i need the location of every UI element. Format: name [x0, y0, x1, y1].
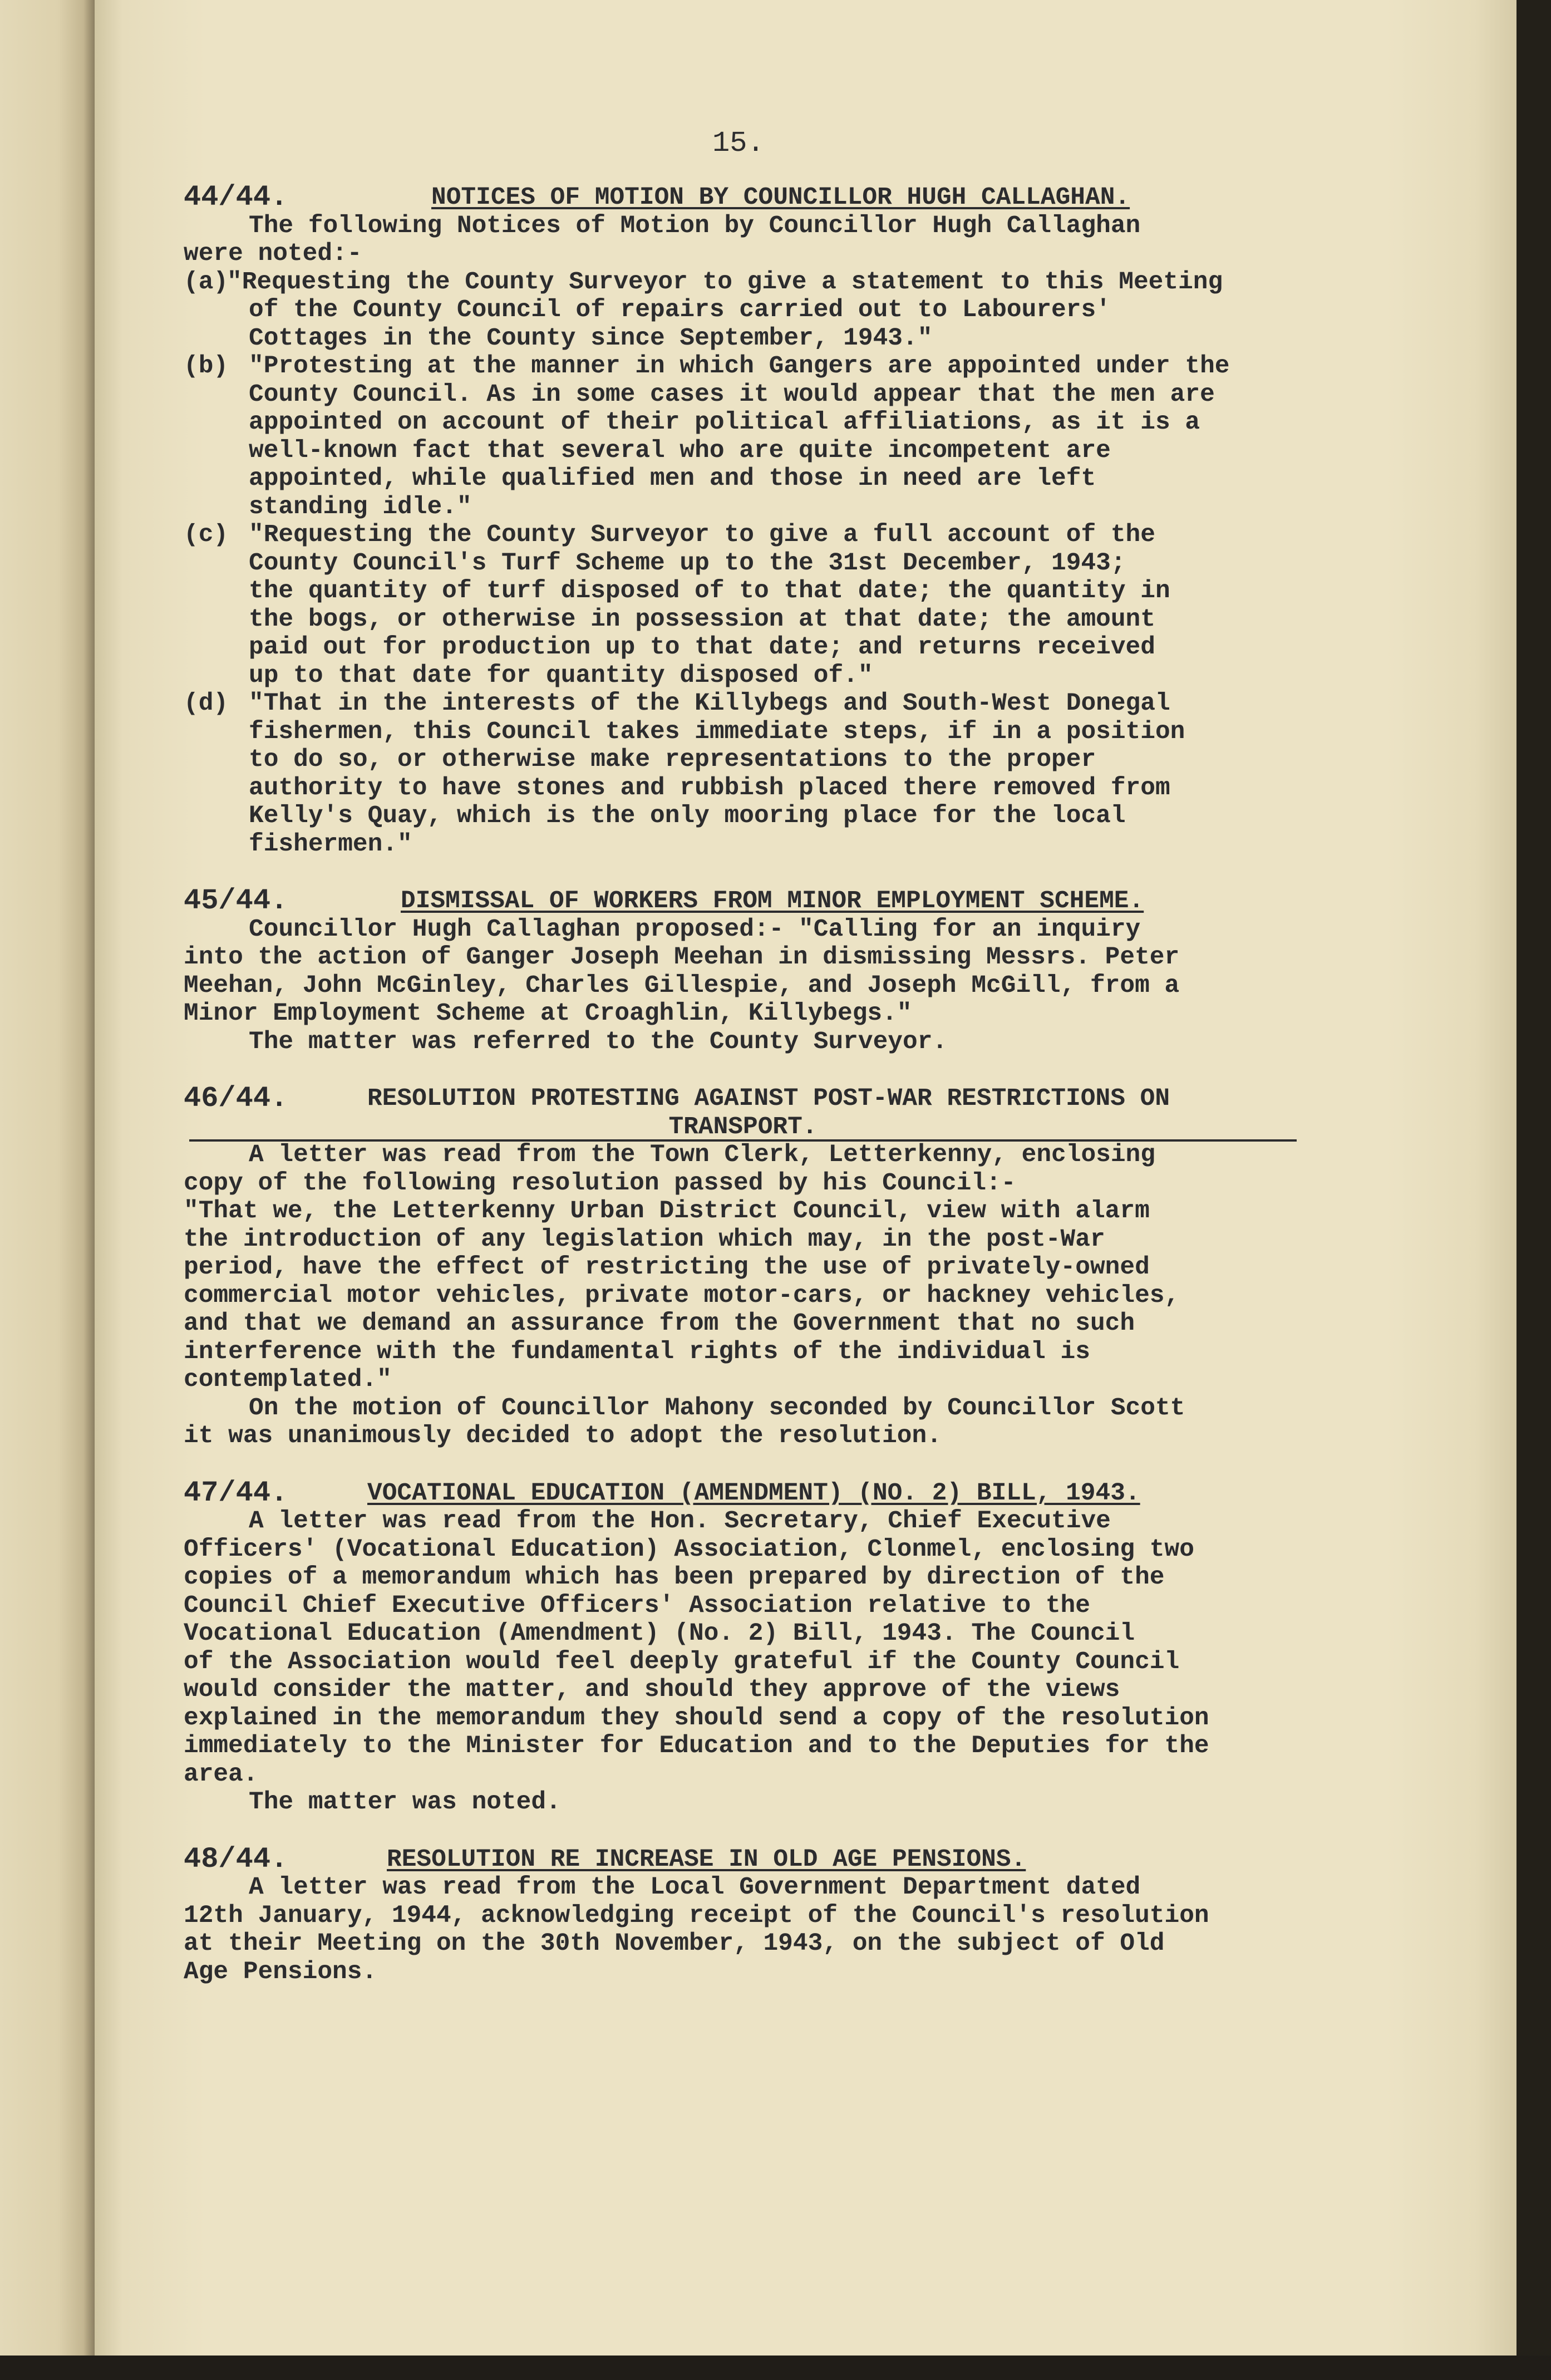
item-heading-46 — [184, 1082, 1363, 1115]
text-line: County Council. As in some cases it would appear that the men are — [249, 380, 1215, 409]
item-number: 46/44. — [184, 1082, 288, 1115]
item-title: DISMISSAL OF WORKERS FROM MINOR EMPLOYMENT SCHEME. — [401, 887, 1144, 915]
text-line: copy of the following resolution passed by his Council:- — [184, 1169, 1016, 1197]
text-line: copies of a memorandum which has been prepared by direction of the — [184, 1563, 1165, 1591]
motion-marker: (a) — [184, 268, 229, 296]
text-line: the bogs, or otherwise in possession at that date; the amount — [249, 605, 1155, 633]
motion-marker: (d) — [184, 690, 229, 717]
item-heading-46-line2 — [184, 1113, 1363, 1142]
item-heading-45 — [184, 884, 1363, 917]
item-heading-48 — [184, 1842, 1363, 1876]
text-line: Cottages in the County since September, 1943." — [249, 324, 933, 352]
text-line: "Requesting the County Surveyor to give a statement to this Meeting — [227, 268, 1223, 296]
item-number: 45/44. — [184, 884, 288, 917]
text-line: Vocational Education (Amendment) (No. 2) Bill, 1943. The Council — [184, 1620, 1135, 1648]
text-line: The matter was referred to the County Surveyor. — [249, 1027, 948, 1056]
text-line: commercial motor vehicles, private motor-cars, or hackney vehicles, — [184, 1281, 1180, 1310]
text-line: County Council's Turf Scheme up to the 31st December, 1943; — [249, 549, 1126, 577]
text-line: contemplated." — [184, 1366, 392, 1394]
item-title: NOTICES OF MOTION BY COUNCILLOR HUGH CALLAGHAN. — [431, 184, 1130, 212]
text-line: of the Association would feel deeply grateful if the County Council — [184, 1648, 1180, 1676]
bottom-scan-edge — [0, 2356, 1551, 2380]
text-line: appointed, while qualified men and those in need are left — [249, 465, 1096, 493]
text-line: it was unanimously decided to adopt the resolution. — [184, 1422, 942, 1450]
item-number: 48/44. — [184, 1842, 288, 1876]
text-line: On the motion of Councillor Mahony seconded by Councillor Scott — [249, 1394, 1185, 1422]
text-line: Kelly's Quay, which is the only mooring place for the local — [249, 802, 1126, 830]
motion-a — [184, 268, 1363, 353]
text-line: standing idle." — [249, 493, 472, 521]
motion-marker: (b) — [184, 352, 229, 380]
motion-d — [184, 690, 1363, 858]
item-title: VOCATIONAL EDUCATION (AMENDMENT) (NO. 2) BILL, 1943. — [367, 1479, 1140, 1507]
item-title: RESOLUTION PROTESTING AGAINST POST-WAR RESTRICTIONS ON — [367, 1085, 1170, 1113]
text-line: up to that date for quantity disposed of." — [249, 661, 873, 690]
item-title-continued — [184, 1113, 1297, 1142]
text-line: appointed on account of their political affiliations, as it is a — [249, 409, 1200, 436]
item-heading-47 — [184, 1476, 1363, 1509]
text-line: Meehan, John McGinley, Charles Gillespie, and Joseph McGill, from a — [184, 971, 1180, 1000]
text-line: The matter was noted. — [249, 1788, 561, 1816]
item-number: 44/44. — [184, 181, 288, 214]
text-line: were noted:- — [184, 240, 362, 268]
text-line: and that we demand an assurance from the Government that no such — [184, 1310, 1135, 1337]
text-line: into the action of Ganger Joseph Meehan in dismissing Messrs. Peter — [184, 943, 1180, 971]
text-line: at their Meeting on the 30th November, 1943, on the subject of Old — [184, 1930, 1165, 1958]
text-line: A letter was read from the Local Government Department dated — [249, 1873, 1141, 1901]
text-line: fishermen." — [249, 830, 412, 858]
text-line: the introduction of any legislation which may, in the post-War — [184, 1225, 1105, 1253]
text-line: interference with the fundamental rights of the individual is — [184, 1337, 1090, 1366]
text-line: Council Chief Executive Officers' Association relative to the — [184, 1591, 1090, 1620]
text-line: "That we, the Letterkenny Urban District Council, view with alarm — [184, 1197, 1150, 1225]
text-line: Councillor Hugh Callaghan proposed:- "Calling for an inquiry — [249, 915, 1141, 943]
text-line: A letter was read from the Town Clerk, Letterkenny, enclosing — [249, 1141, 1155, 1169]
item-title: RESOLUTION RE INCREASE IN OLD AGE PENSIONS. — [387, 1845, 1026, 1873]
motion-b — [184, 352, 1363, 521]
text-line: of the County Council of repairs carried out to Labourers' — [249, 296, 1111, 324]
text-line: would consider the matter, and should they approve of the views — [184, 1676, 1120, 1704]
text-line: Minor Employment Scheme at Croaghlin, Killybegs." — [184, 1000, 912, 1027]
text-line: The following Notices of Motion by Councillor Hugh Callaghan — [249, 212, 1141, 240]
text-line: paid out for production up to that date; and returns received — [249, 633, 1155, 661]
text-line: "Requesting the County Surveyor to give a full account of the — [249, 521, 1155, 549]
minutes-text — [184, 0, 1363, 1986]
motion-marker: (c) — [184, 521, 229, 549]
text-line: "Protesting at the manner in which Gangers are appointed under the — [249, 352, 1230, 380]
text-line: Age Pensions. — [184, 1958, 377, 1986]
item-number: 47/44. — [184, 1476, 288, 1509]
text-line: Officers' (Vocational Education) Association, Clonmel, enclosing two — [184, 1535, 1194, 1563]
text-line: immediately to the Minister for Education and to the Deputies for the — [184, 1732, 1209, 1760]
item-title-line2: TRANSPORT. — [189, 1115, 1297, 1142]
text-line: area. — [184, 1760, 258, 1788]
text-line: 12th January, 1944, acknowledging receipt of the Council's resolution — [184, 1901, 1209, 1930]
text-line: explained in the memorandum they should send a copy of the resolution — [184, 1704, 1209, 1732]
text-line: A letter was read from the Hon. Secretary, Chief Executive — [249, 1507, 1111, 1535]
text-line: fishermen, this Council takes immediate steps, if in a position — [249, 717, 1185, 746]
motion-c — [184, 521, 1363, 690]
page-number: 15. — [712, 127, 765, 160]
text-line: to do so, or otherwise make representations to the proper — [249, 746, 1096, 774]
text-line: authority to have stones and rubbish placed there removed from — [249, 774, 1170, 802]
text-line: well-known fact that several who are quite incompetent are — [249, 436, 1111, 465]
right-binding-edge — [1516, 0, 1551, 2380]
text-line: "That in the interests of the Killybegs and South-West Donegal — [249, 690, 1170, 717]
item-heading-44 — [184, 181, 1363, 214]
text-line: the quantity of turf disposed of to that date; the quantity in — [249, 577, 1170, 605]
text-line: period, have the effect of restricting the use of privately-owned — [184, 1253, 1150, 1281]
